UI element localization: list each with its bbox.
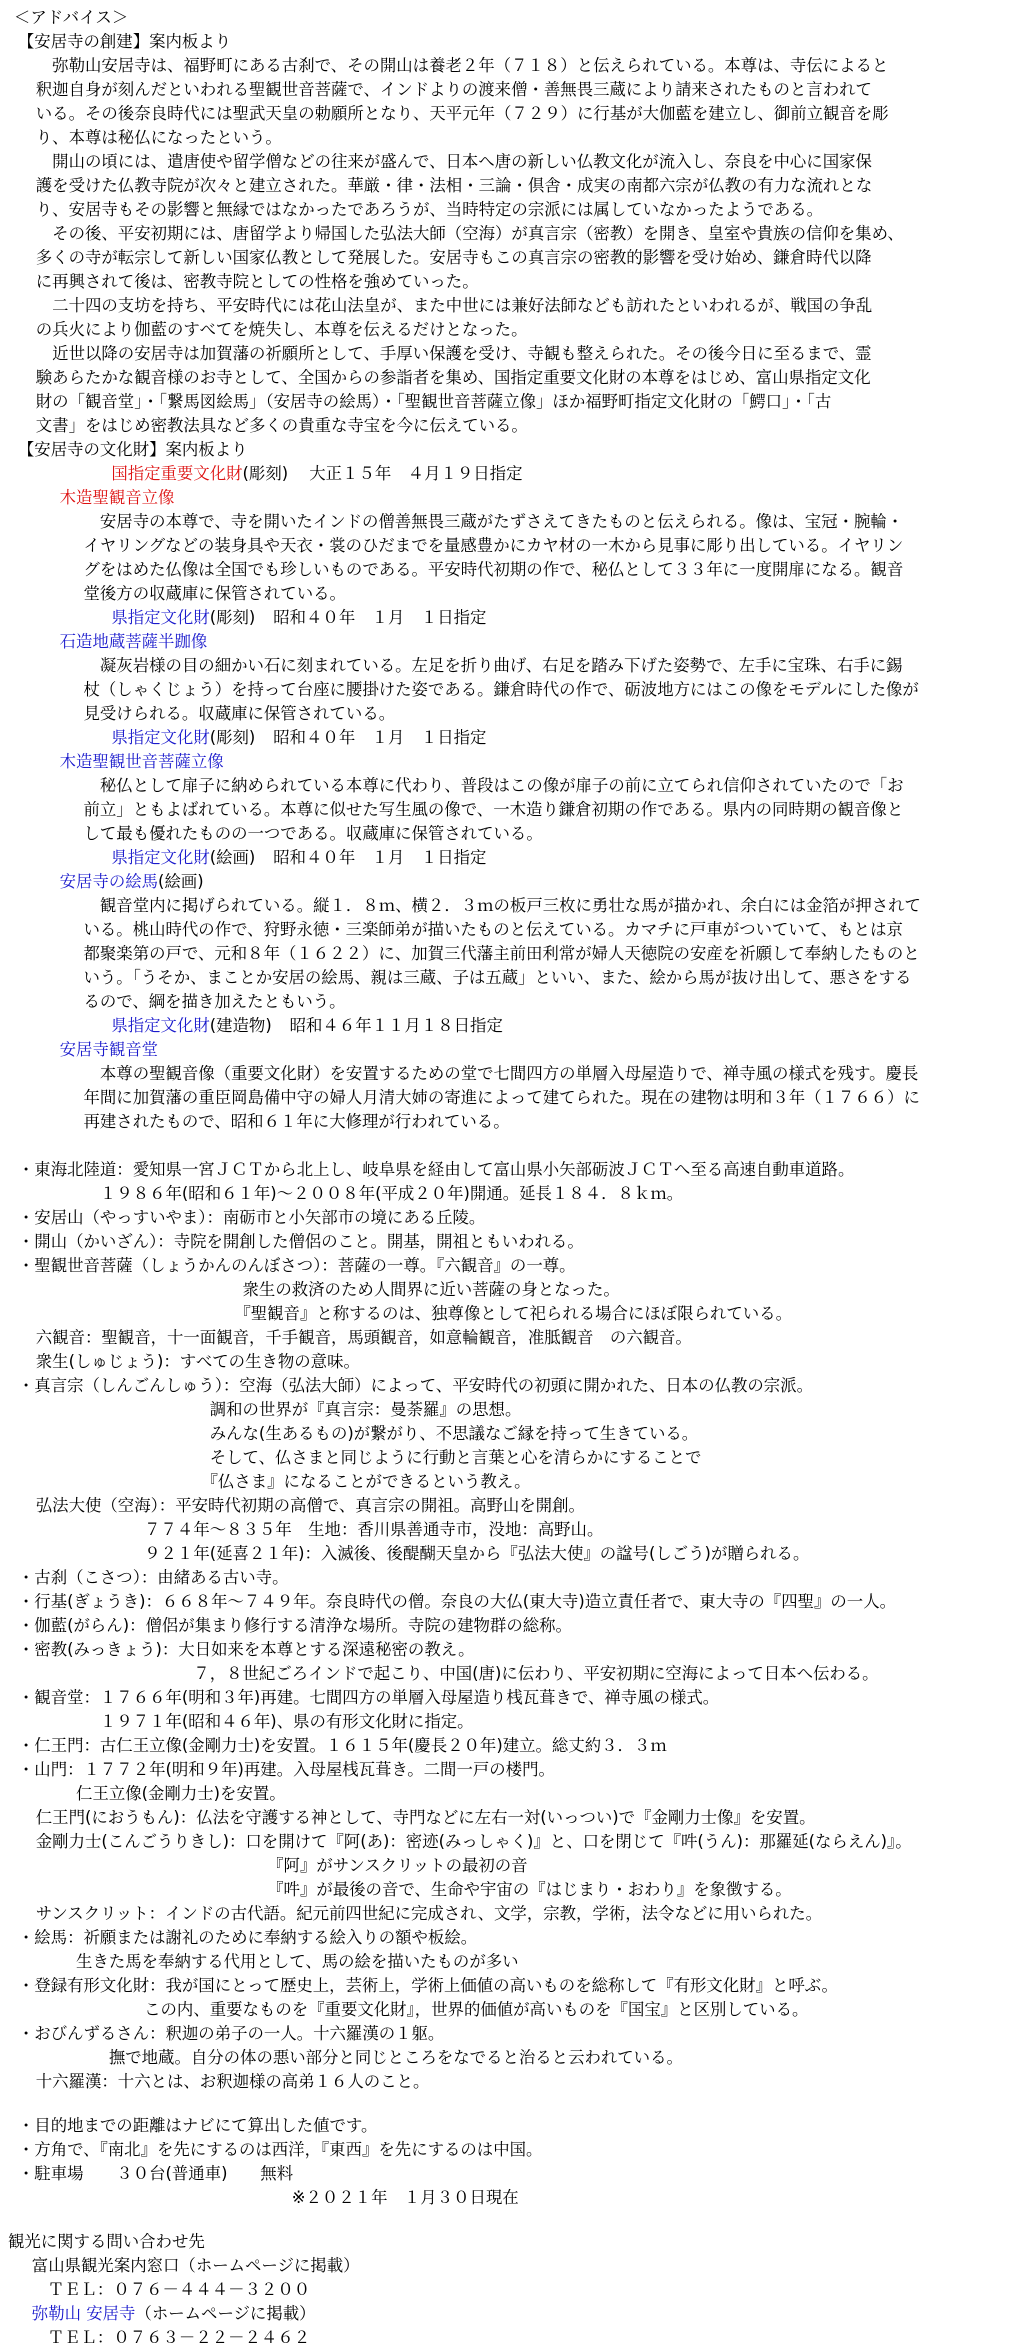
note-line: ※２０２１年 １月３０日現在 (111, 2188, 519, 2207)
glossary-line: ・聖観世音菩薩（しょうかんのんぼさつ）：菩薩の一尊。『六観音』の一尊。 (17, 1256, 576, 1275)
treasure-item (0, 870, 1016, 1038)
glossary-line: 仁王立像(金剛力士)を安置。 (59, 1784, 286, 1803)
glossary-line: ７７４年～８３５年 生地：香川県善通寺市，没地：高野山。 (111, 1520, 604, 1539)
glossary-line: みんな(生あるもの)が繋がり、不思議なご縁を持って生きている。 (111, 1424, 699, 1443)
designation-label: 県指定文化財 (111, 1016, 210, 1035)
glossary-line: ７，８世紀ごろインドで起こり、中国(唐)に伝わり、平安初期に空海によって日本へ伝わる。 (111, 1664, 879, 1683)
glossary-line: 撫で地蔵。自分の体の悪い部分と同じところをなでると治ると云われている。 (59, 2048, 683, 2067)
treasure-name: 木造聖観音立像 (59, 488, 175, 507)
national-designation-date: 大正１５年 ４月１９日指定 (309, 464, 523, 483)
glossary-line: ・山門：１７７２年(明和９年)再建。入母屋桟瓦葺き。二間一戸の楼門。 (17, 1760, 555, 1779)
designation-kind: (彫刻) (209, 608, 256, 627)
treasure-item (0, 486, 1016, 630)
glossary-line: 十六羅漢：十六とは、お釈迦様の高弟１６人のこと。 (35, 2072, 430, 2091)
glossary-line: ９２１年(延喜２１年)：入滅後、後醍醐天皇から『弘法大使』の諡号(しごう)が贈られる。 (111, 1544, 810, 1563)
treasure-desc-line: 安居寺の本尊で、寺を開いたインドの僧善無畏三蔵がたずさえてきたものと伝えられる。像は、宝冠・腕輪・ (83, 512, 904, 531)
note-line: ・方角で、『南北』を先にするのは西洋，『東西』を先にするのは中国。 (17, 2140, 543, 2159)
glossary-line: ・行基(ぎょうき)：６６８年～７４９年。奈良時代の僧。奈良の大仏(東大寺)造立責任者で、東大寺の『四聖』の一人。 (17, 1592, 897, 1611)
designation-label: 県指定文化財 (111, 608, 210, 627)
history-body (0, 54, 1016, 438)
glossary-line: ・観音堂：１７６６年(明和３年)再建。七間四方の単層入母屋造り桟瓦葺きで、禅寺風の様式。 (17, 1688, 720, 1707)
treasure-desc-line: イヤリングなどの装身具や天衣・裳のひだまでを量感豊かにカヤ材の一木から見事に彫り出している。イヤリン (83, 536, 904, 555)
national-designation (0, 462, 1010, 486)
glossary-line: ・登録有形文化財：我が国にとって歴史上，芸術上，学術上価値の高いものを総称して『有形文化財』と呼ぶ。 (17, 1976, 838, 1995)
history-line: 財の「観音堂」・「繋馬図絵馬」（安居寺の絵馬）・「聖観世音菩薩立像」ほか福野町指定文化財の「鰐口」・「古 (35, 392, 832, 411)
treasure-desc-line: グをはめた仏像は全国でも珍しいものである。平安時代初期の作で、秘仏として３３年に一度開扉になる。観音 (83, 560, 904, 579)
history-line: の兵火により伽藍のすべてを焼失し、本尊を伝えるだけとなった。 (35, 320, 528, 339)
designation-date: 昭和４６年１１月１８日指定 (289, 1016, 503, 1035)
history-line: 近世以降の安居寺は加賀藩の祈願所として、手厚い保護を受け、寺観も整えられた。その後今日に至るまで、霊 (35, 344, 872, 363)
history-line: に再興されて後は、密教寺院としての性格を強めていった。 (35, 272, 479, 291)
treasure-desc-line: 堂後方の収蔵庫に保管されている。 (83, 584, 346, 603)
treasure-designation (0, 606, 1010, 630)
history-line: 文書」をはじめ密教法具など多くの貴重な寺宝を今に伝えている。 (35, 416, 528, 435)
glossary-line: 『仏さま』になることができるという教え。 (111, 1472, 531, 1491)
contact-office-1: 富山県観光案内窓口（ホームページに掲載） (31, 2256, 360, 2275)
treasure-designation (0, 726, 1010, 750)
history-line: り、本尊は秘仏になったという。 (35, 128, 282, 147)
designation-label: 県指定文化財 (111, 848, 210, 867)
treasure-name: 石造地蔵菩薩半跏像 (59, 632, 208, 651)
contact-office-2-prefix: 弥勒山 (31, 2304, 82, 2323)
glossary-line: 『阿』がサンスクリットの最初の音 (111, 1856, 528, 1875)
glossary-line: ・開山（かいざん）：寺院を開創した僧侶のこと。開基，開祖ともいわれる。 (17, 1232, 584, 1251)
glossary-list (0, 1158, 1016, 2094)
history-line: 護を受けた仏教寺院が次々と建立された。華厳・律・法相・三論・倶舎・成実の南都六宗が仏教の有力な流れとな (35, 176, 873, 195)
national-designation-kind: (彫刻) (242, 464, 289, 483)
designation-date: 昭和４０年 １月 １日指定 (273, 728, 487, 747)
treasure-item (0, 750, 1016, 870)
contact-tel-1: ＴＥＬ：０７６－４４４－３２００ (47, 2280, 311, 2299)
glossary-line: 『吽』が最後の音で、生命や宇宙の『はじまり・おわり』を象徴する。 (111, 1880, 792, 1899)
glossary-line: ・仁王門：古仁王立像(金剛力士)を安置。１６１５年(慶長２０年)建立。総丈約３．３ｍ (17, 1736, 667, 1755)
advice-heading: ＜アドバイス＞ (13, 8, 129, 27)
glossary-line: ・真言宗（しんごんしゅう）：空海（弘法大師）によって、平安時代の初頭に開かれた、日本の仏教の宗派。 (17, 1376, 814, 1395)
designation-date: 昭和４０年 １月 １日指定 (273, 608, 487, 627)
glossary-line: 六観音：聖観音，十一面観音，千手観音，馬頭観音，如意輪観音，准胝観音 の六観音。 (35, 1328, 692, 1347)
treasure-desc-line: 前立」ともよばれている。本尊に似せた写生風の像で、一木造り鎌倉初期の作である。県内の同時期の観音像と (83, 800, 904, 819)
treasure-desc-line: 都聚楽第の戸で、元和８年（１６２２）に、加賀三代藩主前田利常が婦人天徳院の安産を祈願して奉納したものと (83, 944, 920, 963)
glossary-line: ・おびんずるさん：釈迦の弟子の一人。十六羅漢の１躯。 (17, 2024, 445, 2043)
glossary-line: 仁王門(におうもん)：仏法を守護する神として、寺門などに左右一対(いっつい)で『金剛力士像』を安置。 (35, 1808, 816, 1827)
treasure-desc-line: 年間に加賀藩の重臣岡島備中守の婦人月清大姉の寄進によって建てられた。現在の建物は明和３年（１７６６）に (83, 1088, 920, 1107)
treasure-list (0, 486, 1016, 1134)
glossary-line: ・東海北陸道：愛知県一宮ＪＣＴから北上し、岐阜県を経由して富山県小矢部砺波ＪＣＴへ至る高速自動車道路。 (17, 1160, 855, 1179)
history-line: いる。その後奈良時代には聖武天皇の勅願所となり、天平元年（７２９）に行基が大伽藍を建立し、御前立観音を彫 (35, 104, 889, 123)
treasure-desc-line: 見受けられる。収蔵庫に保管されている。 (83, 704, 396, 723)
history-line: 二十四の支坊を持ち、平安時代には花山法皇が、また中世には兼好法師なども訪れたといわれるが、戦国の争乱 (35, 296, 873, 315)
treasure-name-row (0, 870, 1010, 894)
note-line: ・目的地までの距離はナビにて算出した値です。 (17, 2116, 378, 2135)
glossary-line: ・絵馬：祈願または謝礼のために奉納する絵入りの額や板絵。 (17, 1928, 478, 1947)
treasure-name-row (0, 750, 1010, 774)
treasure-name: 木造聖観世音菩薩立像 (59, 752, 224, 771)
treasure-desc-line: 観音堂内に掲げられている。縦１．８ｍ、横２．３ｍの板戸三枚に勇壮な馬が描かれ、余白には金箔が押されて (83, 896, 921, 915)
treasure-desc-line: 本尊の聖観音像（重要文化財）を安置するための堂で七間四方の単層入母屋造りで、禅寺風の様式を残す。慶長 (83, 1064, 919, 1083)
glossary-line: 『聖観音』と称するのは、独尊像として祀られる場合にほぼ限られている。 (111, 1304, 792, 1323)
treasure-designation (0, 846, 1010, 870)
treasure-name-row (0, 1038, 1010, 1062)
treasures-section-title: 【安居寺の文化財】案内板より (17, 440, 248, 459)
national-designation-label: 国指定重要文化財 (111, 464, 243, 483)
glossary-line: 生きた馬を奉納する代用として、馬の絵を描いたものが多い (59, 1952, 519, 1971)
contact-section (0, 2230, 1016, 2350)
treasure-name-row (0, 630, 1010, 654)
designation-kind: (建造物) (209, 1016, 272, 1035)
glossary-line: 弘法大使（空海）：平安時代初期の高僧で、真言宗の開祖。高野山を開創。 (35, 1496, 585, 1515)
designation-date: 昭和４０年 １月 １日指定 (273, 848, 487, 867)
glossary-line: 調和の世界が『真言宗：曼荼羅』の思想。 (111, 1400, 522, 1419)
treasure-desc-line: 秘仏として扉子に納められている本尊に代わり、普段はこの像が扉子の前に立てられ信仰されていたので「お (83, 776, 904, 795)
treasure-desc-line: 再建されたもので、昭和６１年に大修理が行われている。 (83, 1112, 510, 1131)
glossary-line: ・密教(みっきょう)：大日如来を本尊とする深遠秘密の教え。 (17, 1640, 475, 1659)
glossary-line: 衆生(しゅじょう)：すべての生き物の意味。 (35, 1352, 360, 1371)
glossary-line: ・伽藍(がらん)：僧侶が集まり修行する清浄な場所。寺院の建物群の総称。 (17, 1616, 572, 1635)
contact-title: 観光に関する問い合わせ先 (7, 2232, 205, 2251)
glossary-line: 金剛力士(こんごうりきし)：口を開けて『阿(あ)：密迹(みっしゃく)』と、口を閉じて『吽(うん)：那羅延(ならえん)』。 (35, 1832, 912, 1851)
glossary-line: この内、重要なものを『重要文化財』，世界的価値が高いものを『国宝』と区別している。 (111, 2000, 809, 2019)
glossary-line: サンスクリット：インドの古代語。紀元前四世紀に完成され、文学，宗教，学術，法令などに用いられた。 (35, 1904, 823, 1923)
contact-office-2-note: （ホームページに掲載） (135, 2304, 316, 2323)
history-line: 釈迦自身が刻んだといわれる聖観世音菩薩で、インドよりの渡来僧・善無畏三蔵により請来されたものと言われて (35, 80, 872, 99)
glossary-line: 衆生の救済のため人間界に近い菩薩の身となった。 (111, 1280, 620, 1299)
treasure-name-row (0, 486, 1010, 510)
designation-label: 県指定文化財 (111, 728, 210, 747)
treasure-item (0, 1038, 1016, 1134)
treasure-designation (0, 1014, 1010, 1038)
history-line: 験あらたかな観音様のお寺として、全国からの参詣者を集め、国指定重要文化財の本尊をはじめ、富山県指定文化 (35, 368, 871, 387)
history-line: その後、平安初期には、唐留学より帰国した弘法大師（空海）が真言宗（密教）を開き、皇室や貴族の信仰を集め、 (35, 224, 904, 243)
history-line: 弥勒山安居寺は、福野町にある古刹で、その開山は養老２年（７１８）と伝えられている。本尊は、寺伝によると (35, 56, 889, 75)
contact-office-2-name: 安居寺 (86, 2304, 136, 2323)
history-line: り、安居寺もその影響と無縁ではなかったであろうが、当時特定の宗派には属していなかったようである。 (35, 200, 824, 219)
note-line: ・駐車場 ３０台(普通車) 無料 (17, 2164, 294, 2183)
designation-kind: (絵画) (209, 848, 256, 867)
glossary-line: ・古刹（こさつ）：由緒ある古い寺。 (17, 1568, 289, 1587)
history-line: 多くの寺が転宗して新しい国家仏教として発展した。安居寺もこの真言宗の密教的影響を受け始め、鎌倉時代以降 (35, 248, 872, 267)
treasure-desc-line: るので、綱を描き加えたともいう。 (83, 992, 346, 1011)
glossary-line: １９７１年(昭和４６年)、県の有形文化財に指定。 (83, 1712, 474, 1731)
treasure-item (0, 630, 1016, 750)
glossary-line: １９８６年(昭和６１年)～２００８年(平成２０年)開通。延長１８４．８ｋｍ。 (83, 1184, 684, 1203)
treasure-name: 安居寺の絵馬 (59, 872, 159, 891)
glossary-line: そして、仏さまと同じように行動と言葉と心を清らかにすることで (111, 1448, 702, 1467)
glossary-line: ・安居山（やっすいやま）：南砺市と小矢部市の境にある丘陵。 (17, 1208, 486, 1227)
treasure-name-suffix: (絵画) (158, 872, 204, 891)
contact-tel-2: ＴＥＬ：０７６３－２２－２４６２ (47, 2328, 311, 2347)
history-line: 開山の頃には、遣唐使や留学僧などの往来が盛んで、日本へ唐の新しい仏教文化が流入し、奈良を中心に国家保 (35, 152, 872, 171)
treasure-desc-line: して最も優れたものの一つである。収蔵庫に保管されている。 (83, 824, 543, 843)
designation-kind: (彫刻) (209, 728, 256, 747)
history-section-title: 【安居寺の創建】案内板より (17, 32, 232, 51)
treasure-desc-line: 杖（しゃくじょう）を持って台座に腰掛けた姿である。鎌倉時代の作で、砺波地方にはこの像をモデルにした像が (83, 680, 919, 699)
treasure-name: 安居寺観音堂 (59, 1040, 159, 1059)
treasure-desc-line: いる。桃山時代の作で、狩野永徳・三楽師弟が描いたものと伝えている。カマチに戸車がついていて、もとは京 (83, 920, 903, 939)
notes-list (0, 2114, 1016, 2210)
treasure-desc-line: 凝灰岩様の目の細かい石に刻まれている。左足を折り曲げ、右足を踏み下げた姿勢で、左手に宝珠、右手に錫 (83, 656, 903, 675)
treasure-desc-line: いう。「うそか、まことか安居の絵馬、親は三蔵、子は五蔵」といい、また、絵から馬が抜け出して、悪さをする (83, 968, 912, 987)
